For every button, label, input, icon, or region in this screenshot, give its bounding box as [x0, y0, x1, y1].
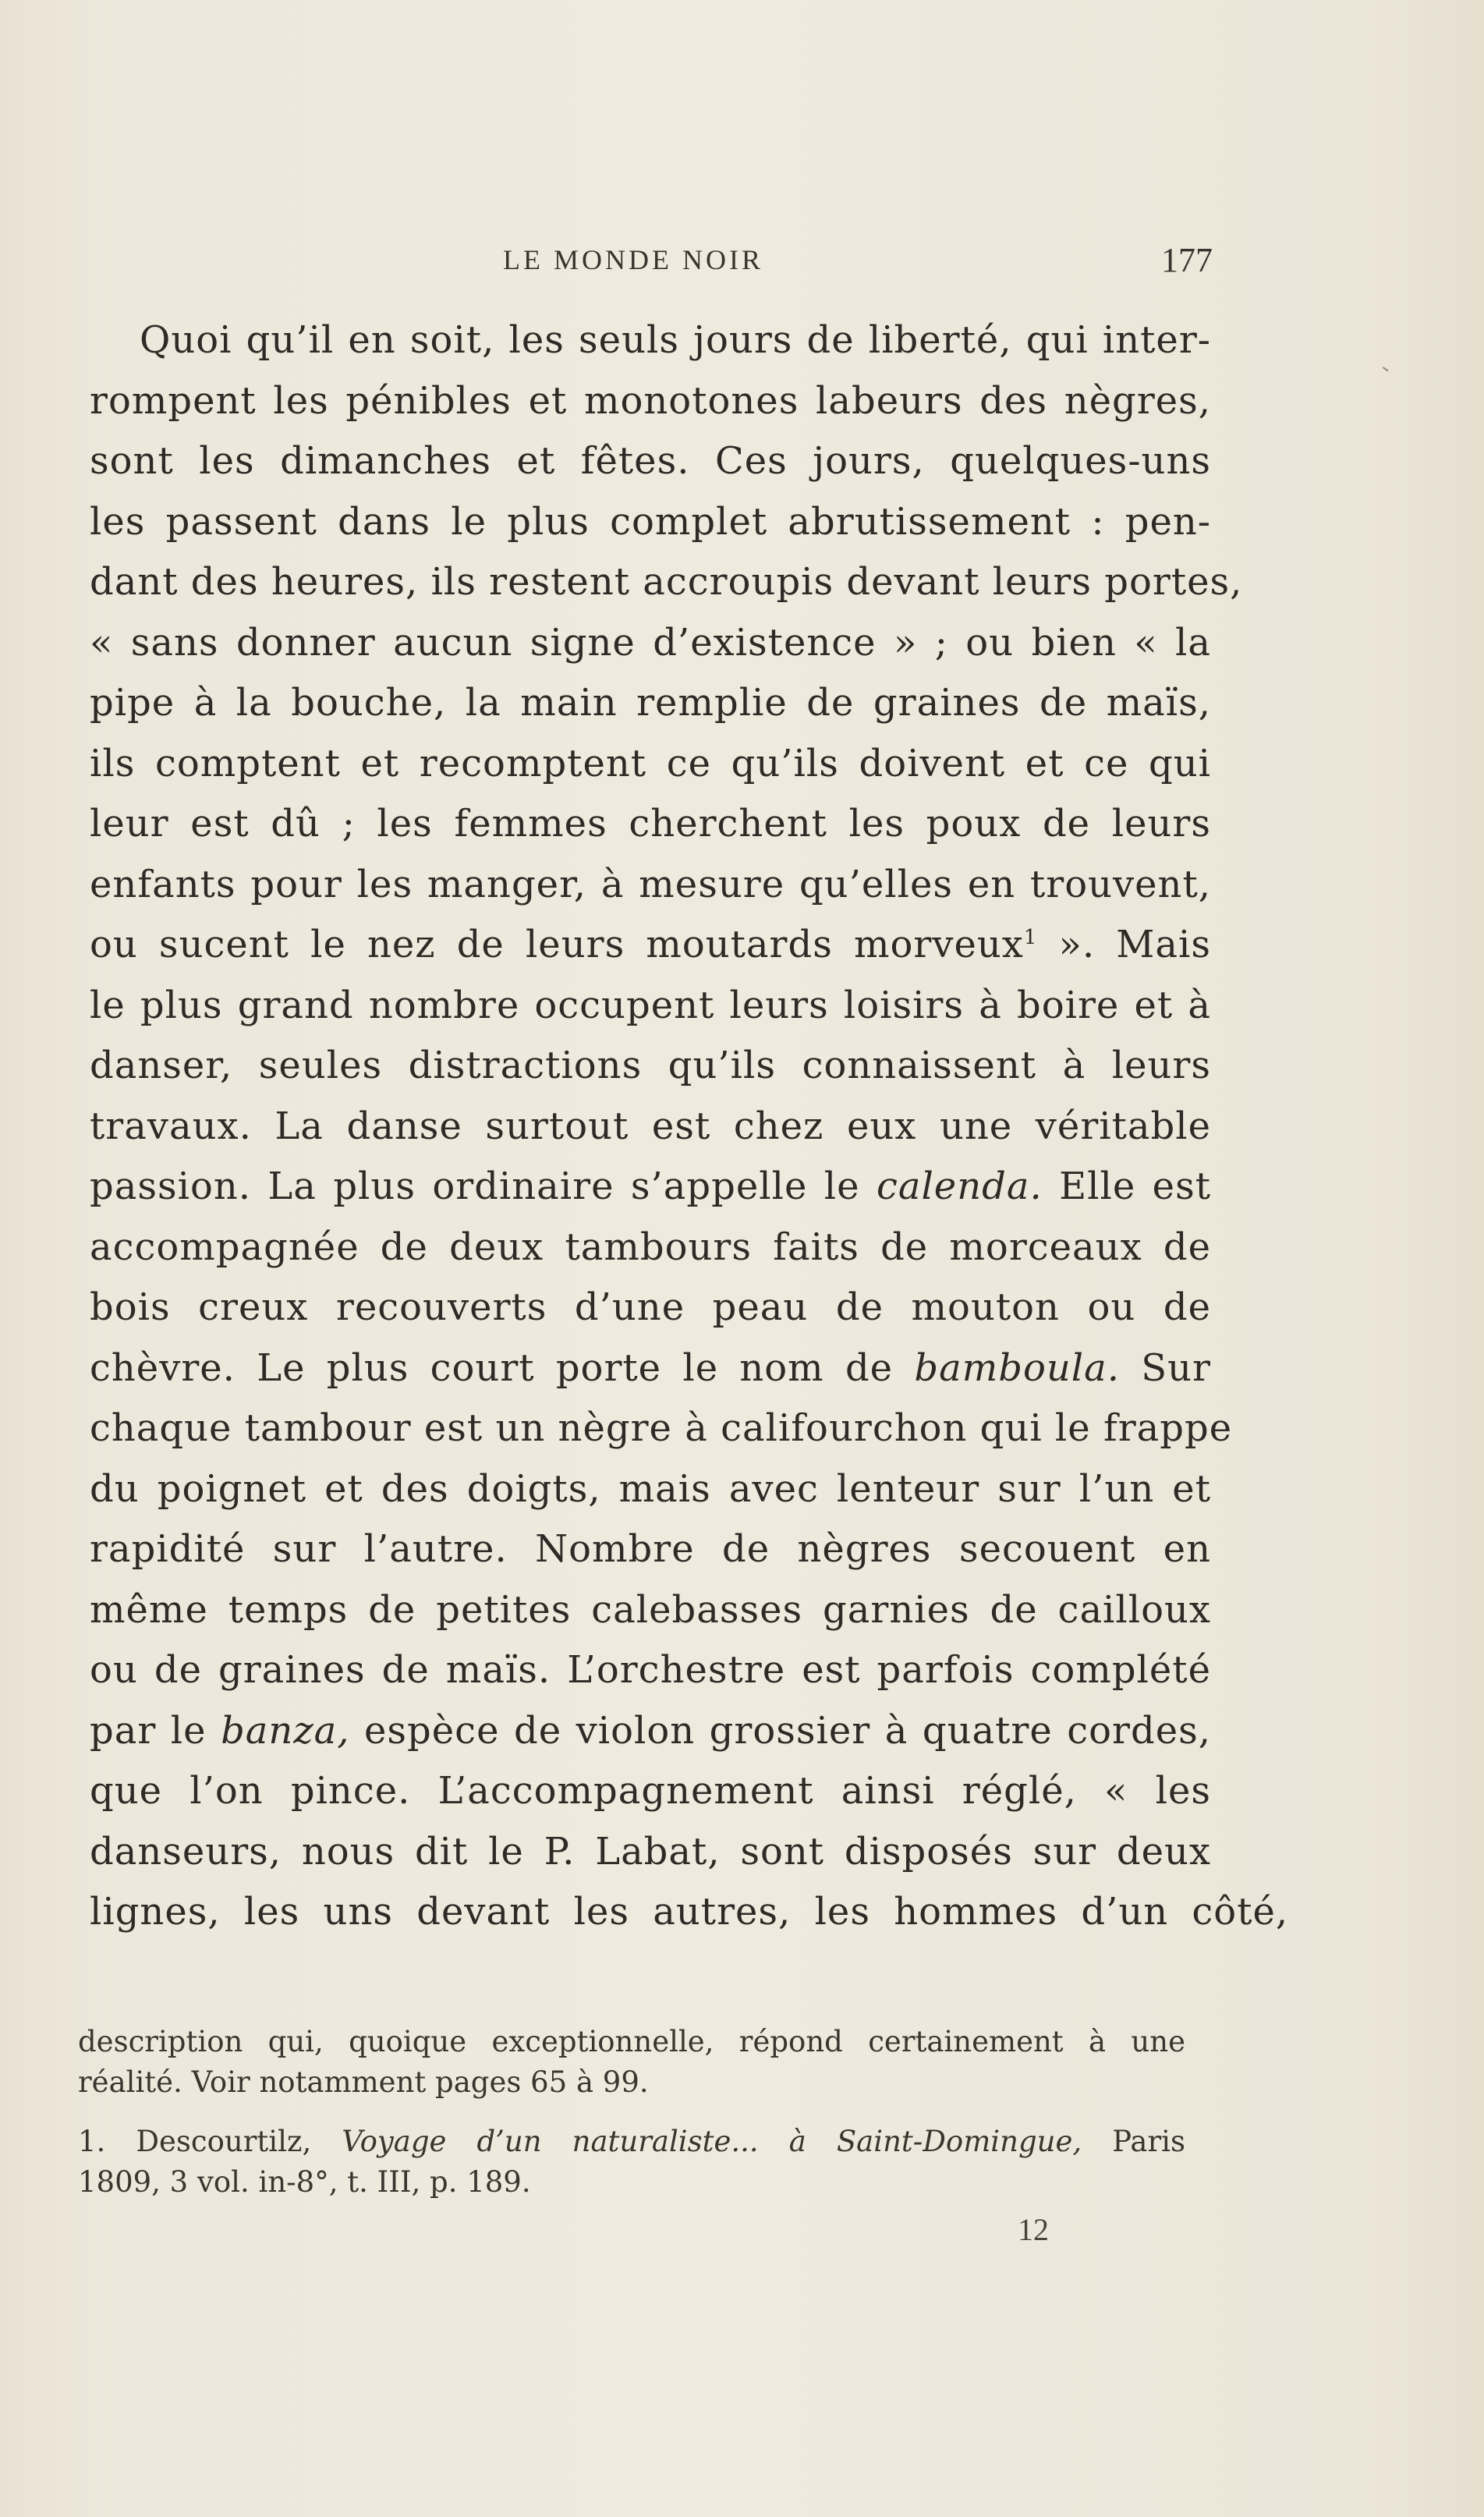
- page-mark: [1383, 362, 1392, 372]
- body-line: lignes, les uns devant les autres, les hommes d’un côté,: [90, 1890, 1289, 1934]
- body-line-text: passion. La plus ordinaire s’appelle le: [90, 1165, 860, 1208]
- body-line: même temps de petites calebasses garnies de cailloux: [90, 1587, 1211, 1632]
- footnote-1: [78, 2122, 1185, 2162]
- body-line: accompagnée de deux tambours faits de morceaux de: [90, 1225, 1211, 1269]
- body-line-with-note: [90, 915, 1211, 976]
- footnote-1-line-2: 1809, 3 vol. in-8°, t. III, p. 189.: [78, 2165, 531, 2199]
- body-line-tail: Elle est: [1042, 1165, 1211, 1208]
- body-line: travaux. La danse surtout est chez eux une véritable: [90, 1104, 1211, 1148]
- footnote-title: Voyage d’un naturaliste... à Saint-Domingue,: [342, 2125, 1082, 2158]
- body-line-text: chèvre. Le plus court porte le nom de: [90, 1345, 894, 1390]
- body-line: du poignet et des doigts, mais avec lenteur sur l’un et: [90, 1466, 1211, 1511]
- body-line: rompent les pénibles et monotones labeurs des nègres,: [90, 378, 1211, 423]
- footnotes: [78, 2022, 1185, 2203]
- body-line: « sans donner aucun signe d’existence » ; ou bien « la: [90, 620, 1211, 665]
- footnote-number: 1.: [78, 2125, 106, 2158]
- page-header: [503, 243, 1213, 282]
- signature-mark: 12: [1018, 2212, 1049, 2247]
- body-line: danseurs, nous dit le P. Labat, sont disposés sur deux: [90, 1829, 1211, 1874]
- body-line: dant des heures, ils restent accroupis devant leurs portes,: [90, 560, 1243, 604]
- body-line: ils comptent et recomptent ce qu’ils doivent et ce qui: [90, 741, 1211, 785]
- body-line: enfants pour les manger, à mesure qu’elles en trouvent,: [90, 862, 1211, 906]
- footnote-place: Paris: [1082, 2125, 1185, 2158]
- running-title: LE MONDE NOIR: [503, 244, 763, 275]
- body-line: chaque tambour est un nègre à califourchon qui le frappe: [90, 1406, 1233, 1450]
- footnote-gap: [78, 2103, 1185, 2122]
- body-line-text: ou sucent le nez de leurs moutards morveux: [90, 923, 1024, 966]
- body-line: les passent dans le plus complet abrutissement : pen-: [90, 499, 1211, 544]
- body-line-tail: espèce de violon grossier à quatre cordes,: [349, 1708, 1211, 1753]
- body-line: ou de graines de maïs. L’orchestre est parfois complété: [90, 1648, 1211, 1692]
- body-line: le plus grand nombre occupent leurs loisirs à boire et à: [90, 983, 1211, 1027]
- body-line-tail: ». Mais: [1037, 923, 1212, 966]
- body-line: sont les dimanches et fêtes. Ces jours, quelques-uns: [90, 439, 1211, 483]
- body-line: leur est dû ; les femmes cherchent les poux de leurs: [90, 802, 1211, 845]
- footnote-continuation-line: description qui, quoique exceptionnelle, répond certainement à une: [78, 2025, 1185, 2058]
- italic-term-bamboula: bamboula.: [914, 1345, 1120, 1390]
- body-line-with-italic: [90, 1338, 1211, 1399]
- body-line: bois creux recouverts d’une peau de mouton ou de: [90, 1285, 1211, 1329]
- body-line-tail: Sur: [1119, 1345, 1211, 1390]
- body-line-text: par le: [90, 1708, 207, 1753]
- body-text: [90, 310, 1289, 1943]
- footnote-author: Descourtilz,: [105, 2125, 342, 2158]
- body-line: que l’on pince. L’accompagnement ainsi réglé, « les: [90, 1769, 1211, 1813]
- page-number: 177: [1161, 241, 1213, 279]
- body-line: danser, seules distractions qu’ils connaissent à leurs: [90, 1044, 1211, 1087]
- italic-term-banza: banza,: [221, 1708, 350, 1753]
- body-line-with-italic: [90, 1157, 1211, 1218]
- body-line: pipe à la bouche, la main remplie de graines de maïs,: [90, 681, 1211, 725]
- body-line: rapidité sur l’autre. Nombre de nègres secouent en: [90, 1527, 1211, 1571]
- body-line: Quoi qu’il en soit, les seuls jours de liberté, qui inter-: [140, 318, 1211, 362]
- footnote-continuation-line: réalité. Voir notamment pages 65 à 99.: [78, 2065, 649, 2099]
- italic-term-calenda: calenda.: [876, 1165, 1043, 1208]
- body-line-with-italic: [90, 1701, 1211, 1762]
- footnote-ref-1: 1: [1023, 926, 1038, 949]
